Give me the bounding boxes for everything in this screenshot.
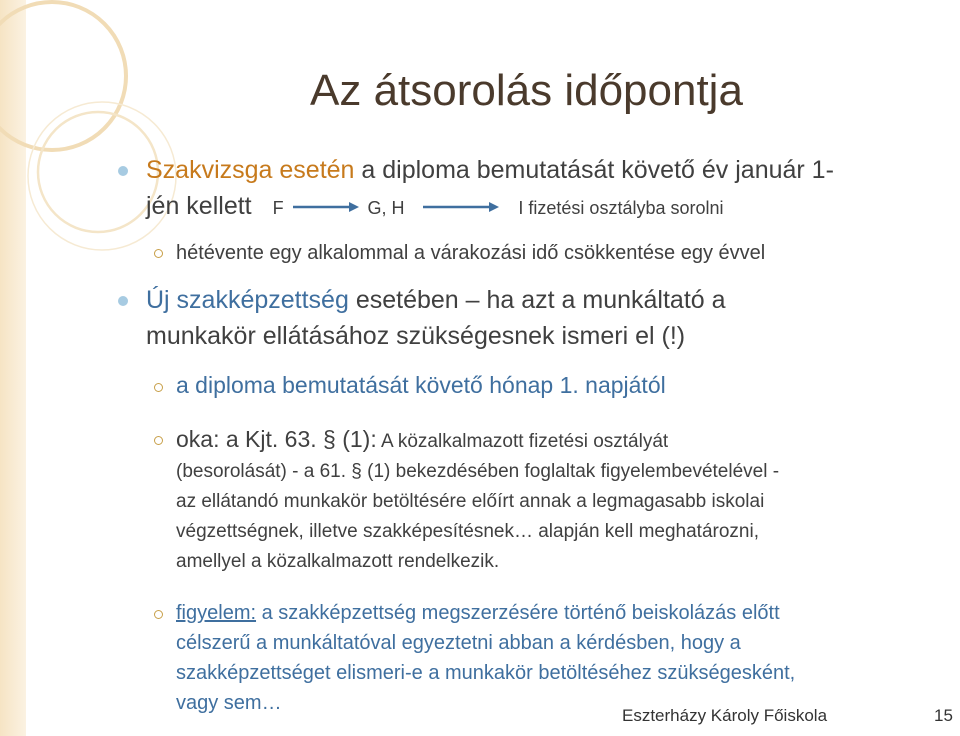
sub-bullet-3-line2: (besorolását) - a 61. § (1) bekezdésében foglaltak figyelembevételével - [176, 461, 780, 482]
sub-bullet-4-line1: a szakképzettség megszerzésére történő beiskolázás előtt [261, 602, 780, 624]
grade-i-text: I fizetési osztályba sorolni [518, 198, 724, 218]
bullet-icon [118, 296, 128, 306]
arrow-right-icon [291, 201, 361, 213]
sub-bullet-4 [154, 598, 934, 718]
bullet-2-lead: Új szakképzettség [146, 286, 349, 314]
sub-bullet-4-line3: szakképzettséget elismeri-e a munkakör betöltéséhez szükségesként, [176, 662, 796, 684]
sub-bullet-1 [154, 238, 934, 268]
ring-bullet-icon [154, 610, 163, 619]
bullet-2 [118, 282, 928, 354]
footer-institution: Eszterházy Károly Főiskola [622, 706, 828, 725]
bullet-1-lead: Szakvizsga esetén [146, 156, 355, 184]
bullet-icon [118, 166, 128, 176]
slide-title: Az átsorolás időpontja [310, 66, 743, 115]
bullet-1 [118, 152, 928, 226]
ring-bullet-icon [154, 249, 163, 258]
sub-bullet-2-text: a diploma bemutatását követő hónap 1. napjától [176, 372, 666, 398]
grade-gh: G, H [367, 198, 405, 218]
sub-bullet-3-lead: oka: a Kjt. 63. § (1): [176, 426, 377, 452]
ring-bullet-icon [154, 383, 163, 392]
page-number: 15 [934, 706, 953, 725]
sub-bullet-3-line5: amellyel a közalkalmazott rendelkezik. [176, 551, 500, 572]
sub-bullet-2 [154, 370, 934, 400]
bullet-1-line2: jén kellett [146, 192, 252, 220]
bullet-2-line2: munkakör ellátásához szükségesnek ismeri el (!) [146, 322, 686, 350]
bullet-2-text: esetében – ha azt a munkáltató a [355, 286, 726, 314]
sub-bullet-3-line4: végzettségnek, illetve szakképesítésnek… alapján kell meghatározni, [176, 521, 759, 542]
sub-bullet-3 [154, 424, 934, 577]
sub-bullet-4-line2: célszerű a munkáltatóval egyeztetni abban a kérdésben, hogy a [176, 632, 741, 654]
sub-bullet-3-line1: A közalkalmazott fizetési osztályát [380, 431, 669, 452]
sub-bullet-4-line4: vagy sem… [176, 692, 282, 714]
arrow-right-icon [421, 201, 501, 213]
sub-bullet-3-line3: az ellátandó munkakör betöltésére előírt annak a legmagasabb iskolai [176, 491, 765, 512]
ring-bullet-icon [154, 436, 163, 445]
sub-bullet-4-lead: figyelem: [176, 602, 257, 624]
sub-bullet-1-text: hétévente egy alkalommal a várakozási idő csökkentése egy évvel [176, 242, 766, 264]
bullet-1-text: a diploma bemutatását követő év január 1- [361, 156, 834, 184]
grade-f: F [272, 198, 284, 218]
left-bar [0, 0, 26, 736]
